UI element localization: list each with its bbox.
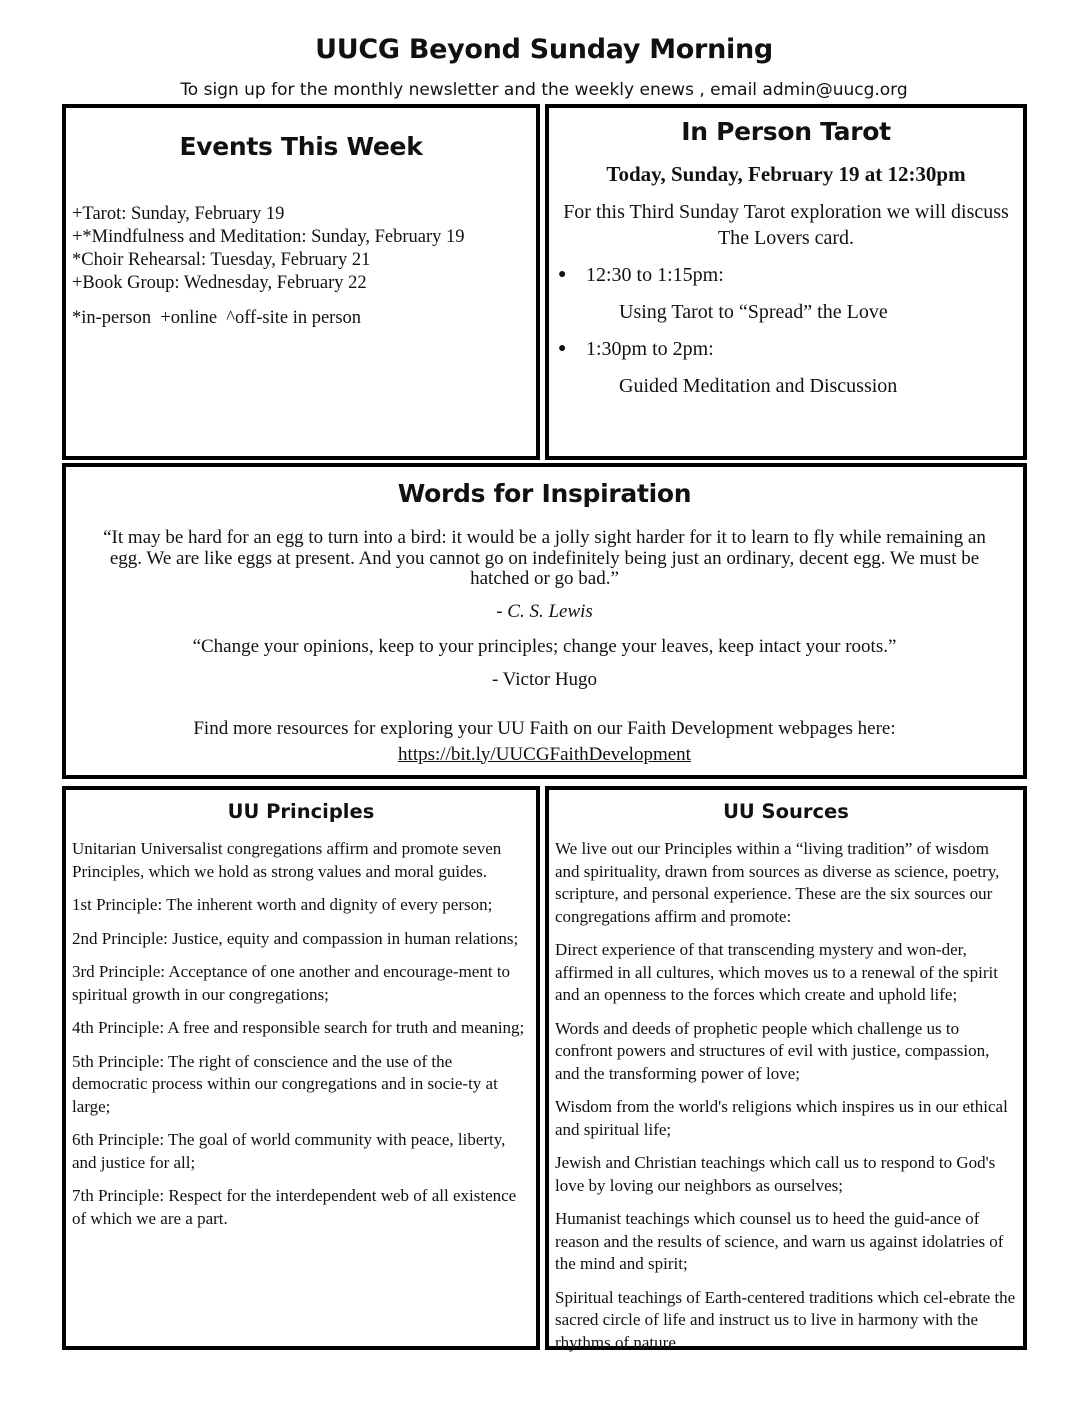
tarot-date: Today, Sunday, February 19 at 12:30pm [606, 162, 966, 186]
source-paragraph: Words and deeds of prophetic people which challenge us to confront powers and structures of evil with justice, compassion, and the transforming power of love; [555, 1018, 990, 1083]
quote-hugo: “Change your opinions, keep to your principles; change your leaves, keep intact your roots.” [192, 635, 897, 657]
sources-heading: UU Sources [723, 800, 849, 823]
principle-paragraph: 7th Principle: Respect for the interdependent web of all existence of which we are a part. [72, 1186, 517, 1228]
source-paragraph: Jewish and Christian teachings which call us to respond to God's love by loving our neighbors as ourselves; [555, 1153, 996, 1195]
event-item: +Book Group: Wednesday, February 22 [72, 273, 367, 293]
author-dash: - [496, 600, 508, 622]
principles-box [62, 786, 540, 1350]
quote-lewis-author [66, 601, 1023, 623]
events-box [62, 104, 540, 460]
session-description: Using Tarot to “Spread” the Love [619, 301, 888, 323]
principles-list [66, 838, 536, 1230]
sources-list [549, 838, 1023, 1354]
source-paragraph: We live out our Principles within a “living tradition” of wisdom and spirituality, drawn from sources as diverse as science, poetry, scripture, and personal experience. These are the six sources our congregations affirm and promote: [555, 839, 1000, 926]
tarot-session [549, 336, 1023, 399]
quote-lewis: “It may be hard for an egg to turn into a bird: it would be a jolly sight harder for it to learn to fly while remaining an egg. We are like eggs at present. And you cannot go on indefinitely being just an ordinary, decent egg. We must be hatched or go bad.” [103, 527, 986, 589]
inspiration-box [62, 463, 1027, 779]
principle-paragraph: Unitarian Universalist congregations affirm and promote seven Principles, which we hold as strong values and moral guides. [72, 839, 502, 881]
principle-paragraph: 6th Principle: The goal of world community with peace, liberty, and justice for all; [72, 1130, 506, 1172]
bullet-icon: ● [558, 267, 567, 282]
tarot-intro: For this Third Sunday Tarot exploration we will discuss The Lovers card. [563, 201, 1009, 249]
events-list [72, 203, 536, 295]
tarot-box [545, 104, 1027, 460]
signup-notice: To sign up for the monthly newsletter and the weekly enews , email admin@uucg.org [180, 80, 908, 100]
page-title: UUCG Beyond Sunday Morning [315, 34, 773, 65]
resources-note [66, 716, 1023, 768]
quote-hugo-author: - Victor Hugo [491, 668, 598, 690]
bullet-icon: ● [558, 341, 567, 356]
principle-paragraph: 5th Principle: The right of conscience and the use of the democratic process within our congregations and in socie-ty at large; [72, 1051, 498, 1116]
principle-paragraph: 2nd Principle: Justice, equity and compassion in human relations; [72, 928, 519, 948]
author-name: C. S. Lewis [507, 600, 593, 622]
inspiration-heading: Words for Inspiration [397, 479, 692, 508]
source-paragraph: Direct experience of that transcending mystery and won-der, affirmed in all cultures, which moves us to a renewal of the spirit and an openness to the forces which create and uphold life; [555, 940, 998, 1004]
resources-text: Find more resources for exploring your UU Faith on our Faith Development webpages here: [193, 717, 896, 739]
principles-heading: UU Principles [227, 800, 375, 823]
session-description: Guided Meditation and Discussion [619, 375, 898, 397]
tarot-session [549, 262, 1023, 325]
principle-paragraph: 1st Principle: The inherent worth and dignity of every person; [72, 895, 493, 914]
event-item: *Choir Rehearsal: Tuesday, February 21 [72, 250, 371, 270]
sources-box [545, 786, 1027, 1350]
source-paragraph: Humanist teachings which counsel us to heed the guid-ance of reason and the results of science, and warn us against idolatries of the mind and spirit; [555, 1209, 1004, 1273]
principle-paragraph: 4th Principle: A free and responsible search for truth and meaning; [72, 1018, 525, 1037]
source-paragraph: Spiritual teachings of Earth-centered traditions which cel-ebrate the sacred circle of life and instruct us to live in harmony with the rhythms of nature. [555, 1287, 1016, 1352]
tarot-heading: In Person Tarot [681, 117, 891, 146]
events-heading: Events This Week [179, 132, 423, 161]
session-time: 12:30 to 1:15pm: [586, 264, 724, 286]
source-paragraph: Wisdom from the world's religions which inspires us in our ethical and spiritual life; [555, 1097, 1008, 1139]
event-item: +*Mindfulness and Meditation: Sunday, February 19 [72, 227, 465, 247]
session-time: 1:30pm to 2pm: [586, 338, 714, 360]
event-item: +Tarot: Sunday, February 19 [72, 204, 285, 224]
principle-paragraph: 3rd Principle: Acceptance of one another and encourage-ment to spiritual growth in our congregations; [72, 962, 511, 1004]
events-legend: *in-person +online ^off-site in person [72, 308, 362, 328]
faith-development-link[interactable]: https://bit.ly/UUCGFaithDevelopment [398, 743, 691, 765]
